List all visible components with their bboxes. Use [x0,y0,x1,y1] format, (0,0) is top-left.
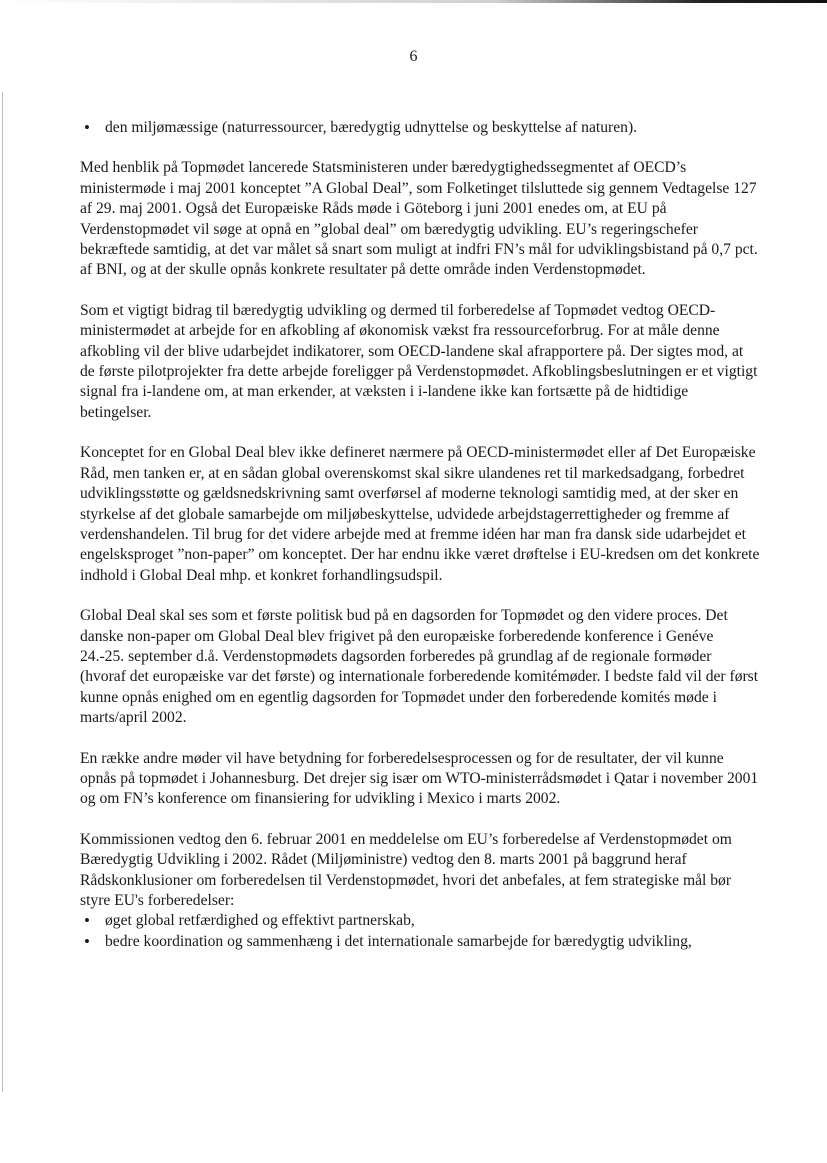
bullet-list-top [80,118,760,138]
bullet-list-bottom [80,911,760,952]
list-item: • øget global retfærdighed og effektivt partnerskab, [80,911,760,931]
document-body [80,118,760,952]
list-item: • bedre koordination og sammenhæng i det internationale samarbejde for bæredygtig udvikling, [80,932,760,952]
paragraph-global-deal-launch: Med henblik på Topmødet lancerede Statsministeren under bæredygtighedssegmentet af OECD’s ministermøde i maj 2001 konceptet ”A Global Deal”, som Folketinget tilsluttede sig gennem Vedtagelse 127 af 29. maj 2001. Også det Europæiske Råds møde i Göteborg i juni 2001 enedes om, at EU på Verdenstopmødet vil søge at opnå en ”global deal” om bæredygtig udvikling. EU’s regeringschefer bekræftede samtidig, at det var målet så snart som muligt at indfri FN’s mål for udviklingsbistand på 0,7 pct. af BNI, og at der skulle opnås konkrete resultater på dette område inden Verdenstopmødet. [80,159,758,279]
page-number: 6 [409,48,418,65]
scan-edge-left [2,92,3,1092]
paragraph-decoupling: Som et vigtigt bidrag til bæredygtig udvikling og dermed til forberedelse af Topmødet vedtog OECD-ministermødet at arbejde for en afkobling af økonomisk vækst fra ressourceforbrug. For at måle denne afkobling vil der blive udarbejdet indikatorer, som OECD-landene skal afrapportere på. Der sigtes mod, at de første pilotprojekter fra dette arbejde foreligger på Verdenstopmødet. Afkoblingsbeslutningen er et vigtigt signal fra i-landene om, at man erkender, at væksten i i-landene ikke kan fortsætte på de hidtidige betingelser. [80,301,758,421]
paragraph-agenda: Global Deal skal ses som et første politisk bud på en dagsorden for Topmødet og den videre proces. Det danske non-paper om Global Deal blev frigivet på den europæiske forberedende konference i Genéve 24.-25. september d.å. Verdenstopmødets dagsorden forberedes på grundlag af de regionale formøder (hvoraf det europæiske var det første) og internationale forberedende komitémøder. I bedste fald vil der først kunne opnås enighed om en egentlig dagsorden for Topmødet under den forberedende komités møde i marts/april 2002. [80,607,759,727]
paragraph-other-meetings: En række andre møder vil have betydning for forberedelsesprocessen og for de resultater, der vil kunne opnås på topmødet i Johannesburg. Det drejer sig især om WTO-ministerrådsmødet i Qatar i november 2001 og om FN’s konference om finansiering for udvikling i Mexico i marts 2002. [80,749,759,808]
paragraph-concept: Konceptet for en Global Deal blev ikke defineret nærmere på OECD-ministermødet eller af Det Europæiske Råd, men tanken er, at en sådan global overenskomst skal sikre ulandenes ret til markedsadgang, forbedret udviklingsstøtte og gældsnedskrivning samt overførsel af moderne teknologi samtidig med, at der sker en styrkelse af det globale samarbejde om miljøbeskyttelse, udvidede arbejdstagerrettigheder og fremme af verdenshandelen. Til brug for det videre arbejde med at fremme idéen har man fra dansk side udarbejdet et engelsksproget ”non-paper” om konceptet. Der har endnu ikke været drøftelse i EU-kredsen om det konkrete indhold i Global Deal mhp. et konkret forhandlingsudspil. [80,444,760,584]
paragraph-commission: Kommissionen vedtog den 6. februar 2001 en meddelelse om EU’s forberedelse af Verdenstopmødet om Bæredygtig Udvikling i 2002. Rådet (Miljøministre) vedtog den 8. marts 2001 på baggrund heraf Rådskonklusioner om forberedelsen til Verdenstopmødet, hvori det anbefales, at fem strategiske mål bør styre EU's forberedelser: [80,830,732,909]
list-item: • den miljømæssige (naturressourcer, bæredygtig udnyttelse og beskyttelse af naturen). [80,118,760,138]
scan-edge-top [0,0,827,3]
